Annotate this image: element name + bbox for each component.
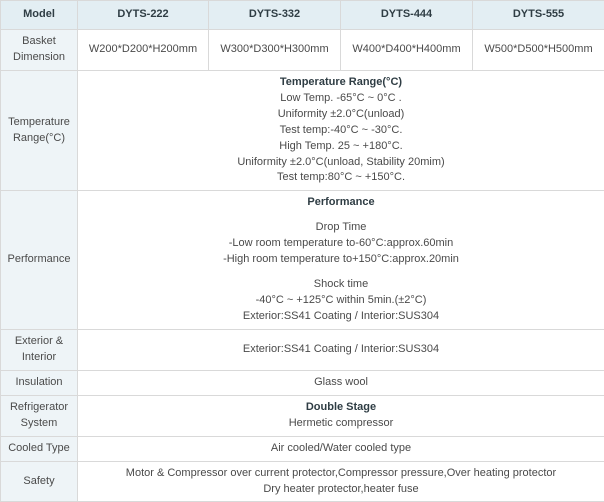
table-header-row (1, 1, 604, 30)
insulation-value: Glass wool (78, 370, 604, 395)
shock-time-line-2: Exterior:SS41 Coating / Interior:SUS304 (81, 309, 601, 325)
drop-time-line-2: -High room temperature to+150°C:approx.20min (81, 252, 601, 268)
row-label-basket-dimension: Basket Dimension (1, 29, 78, 70)
spacer (81, 268, 601, 277)
row-label-cooled-type: Cooled Type (1, 436, 78, 461)
row-label-insulation: Insulation (1, 370, 78, 395)
table-row (1, 395, 604, 436)
row-label-exterior-interior: Exterior & Interior (1, 329, 78, 370)
header-label-model: Model (1, 1, 78, 30)
basket-dimension-value-1: W200*D200*H200mm (78, 29, 209, 70)
basket-dimension-value-2: W300*D300*H300mm (209, 29, 341, 70)
temperature-range-line-1: Low Temp. -65°C ~ 0°C . (81, 91, 601, 107)
shock-time-line-1: -40°C ~ +125°C within 5min.(±2°C) (81, 293, 601, 309)
row-label-refrigerator-system: Refrigerator System (1, 395, 78, 436)
temperature-range-title: Temperature Range(°C) (81, 75, 601, 91)
performance-title: Performance (81, 195, 601, 211)
table-row (1, 29, 604, 70)
table-row (1, 329, 604, 370)
row-label-safety: Safety (1, 461, 78, 502)
temperature-range-line-5: Uniformity ±2.0°C(unload, Stability 20mim) (81, 155, 601, 171)
temperature-range-line-2: Uniformity ±2.0°C(unload) (81, 107, 601, 123)
refrigerator-system-title: Double Stage (81, 400, 601, 416)
safety-cell (78, 461, 604, 502)
row-label-performance: Performance (1, 191, 78, 330)
exterior-interior-value: Exterior:SS41 Coating / Interior:SUS304 (78, 329, 604, 370)
drop-time-title: Drop Time (81, 220, 601, 236)
temperature-range-line-3: Test temp:-40°C ~ -30°C. (81, 123, 601, 139)
cooled-type-value: Air cooled/Water cooled type (78, 436, 604, 461)
safety-line-2: Dry heater protector,heater fuse (81, 482, 601, 498)
temperature-range-cell (78, 70, 604, 191)
refrigerator-system-cell (78, 395, 604, 436)
refrigerator-system-value: Hermetic compressor (81, 416, 601, 432)
basket-dimension-value-4: W500*D500*H500mm (473, 29, 604, 70)
basket-dimension-value-3: W400*D400*H400mm (341, 29, 473, 70)
row-label-temperature-range: Temperature Range(°C) (1, 70, 78, 191)
header-model-3: DYTS-444 (341, 1, 473, 30)
header-model-2: DYTS-332 (209, 1, 341, 30)
safety-line-1: Motor & Compressor over current protector,Compressor pressure,Over heating protector (81, 466, 601, 482)
table-row (1, 70, 604, 191)
table-row (1, 370, 604, 395)
table-row (1, 436, 604, 461)
table-row (1, 191, 604, 330)
shock-time-title: Shock time (81, 277, 601, 293)
drop-time-line-1: -Low room temperature to-60°C:approx.60min (81, 236, 601, 252)
header-model-1: DYTS-222 (78, 1, 209, 30)
spacer (81, 211, 601, 220)
temperature-range-line-4: High Temp. 25 ~ +180°C. (81, 139, 601, 155)
performance-cell (78, 191, 604, 330)
temperature-range-line-6: Test temp:80°C ~ +150°C. (81, 170, 601, 186)
header-model-4: DYTS-555 (473, 1, 604, 30)
table-row (1, 461, 604, 502)
